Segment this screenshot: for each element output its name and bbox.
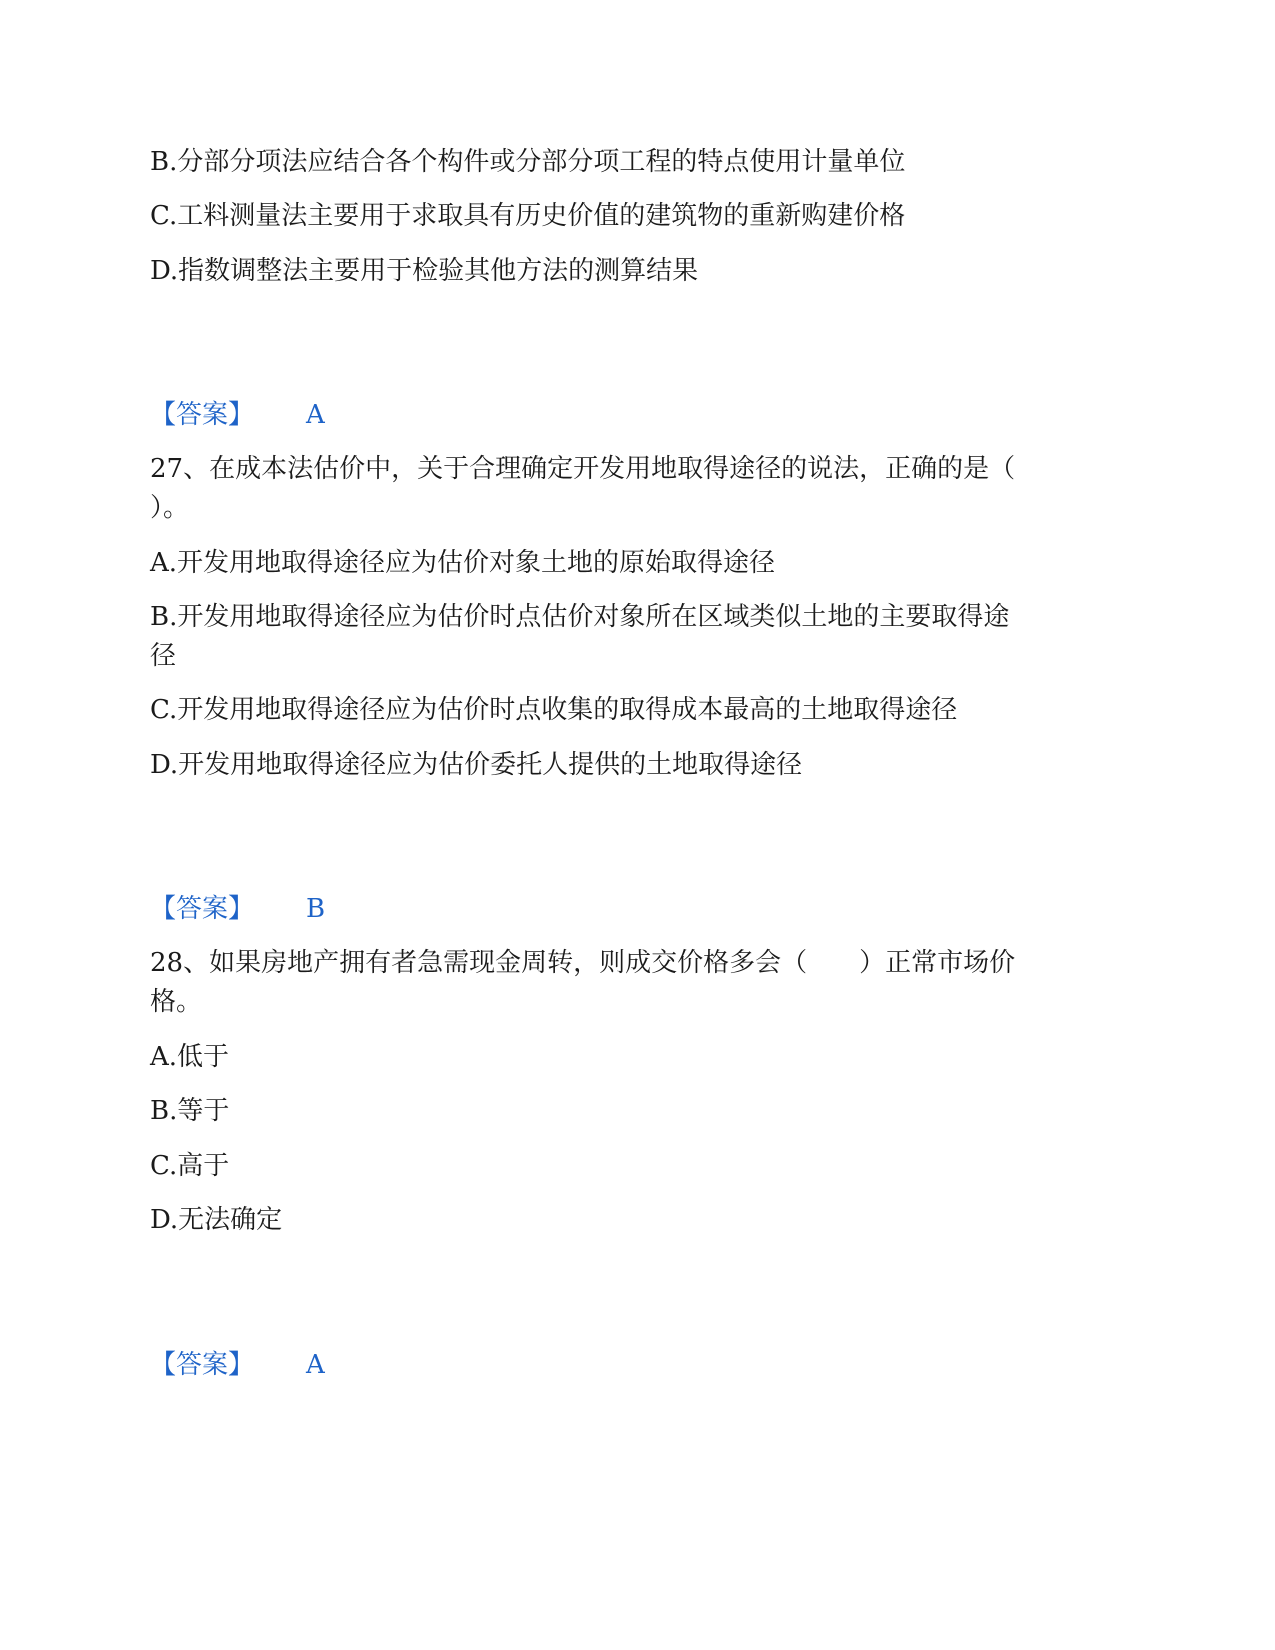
q28-stem-line1: 28、如果房地产拥有者急需现金周转，则成交价格多会（ ）正常市场价: [150, 948, 1016, 978]
q27-option-c: C.开发用地取得途径应为估价时点收集的取得成本最高的土地取得途径: [150, 695, 958, 725]
answer-label: 【答案】: [150, 894, 255, 924]
answer-label: 【答案】: [150, 1350, 255, 1380]
q26-option-d: D.指数调整法主要用于检验其他方法的测算结果: [150, 256, 699, 286]
q27-option-d: D.开发用地取得途径应为估价委托人提供的土地取得途径: [150, 750, 803, 780]
q28-option-d: D.无法确定: [150, 1205, 283, 1235]
q28-option-c: C.高于: [150, 1151, 230, 1181]
q27-option-b-line1: B.开发用地取得途径应为估价时点估价对象所在区域类似土地的主要取得途: [150, 602, 1010, 632]
answer-value: A: [306, 1350, 325, 1380]
answer-value: A: [306, 400, 325, 430]
q26-answer: [150, 395, 325, 435]
q27-stem-line1: 27、在成本法估价中，关于合理确定开发用地取得途径的说法，正确的是（: [150, 454, 1016, 484]
q27-answer: [150, 889, 325, 929]
q26-option-b: B.分部分项法应结合各个构件或分部分项工程的特点使用计量单位: [150, 147, 906, 177]
q27-option-b-line2: 径: [150, 641, 177, 671]
q27-option-a: A.开发用地取得途径应为估价对象土地的原始取得途径: [150, 548, 776, 578]
q27-stem-line2: ）。: [150, 493, 190, 523]
q28-option-b: B.等于: [150, 1096, 230, 1126]
answer-label: 【答案】: [150, 400, 255, 430]
q26-option-c: C.工料测量法主要用于求取具有历史价值的建筑物的重新购建价格: [150, 201, 906, 231]
q28-option-a: A.低于: [150, 1042, 230, 1072]
q28-answer: [150, 1345, 325, 1385]
q28-stem-line2: 格。: [150, 987, 203, 1017]
answer-value: B: [306, 894, 326, 924]
